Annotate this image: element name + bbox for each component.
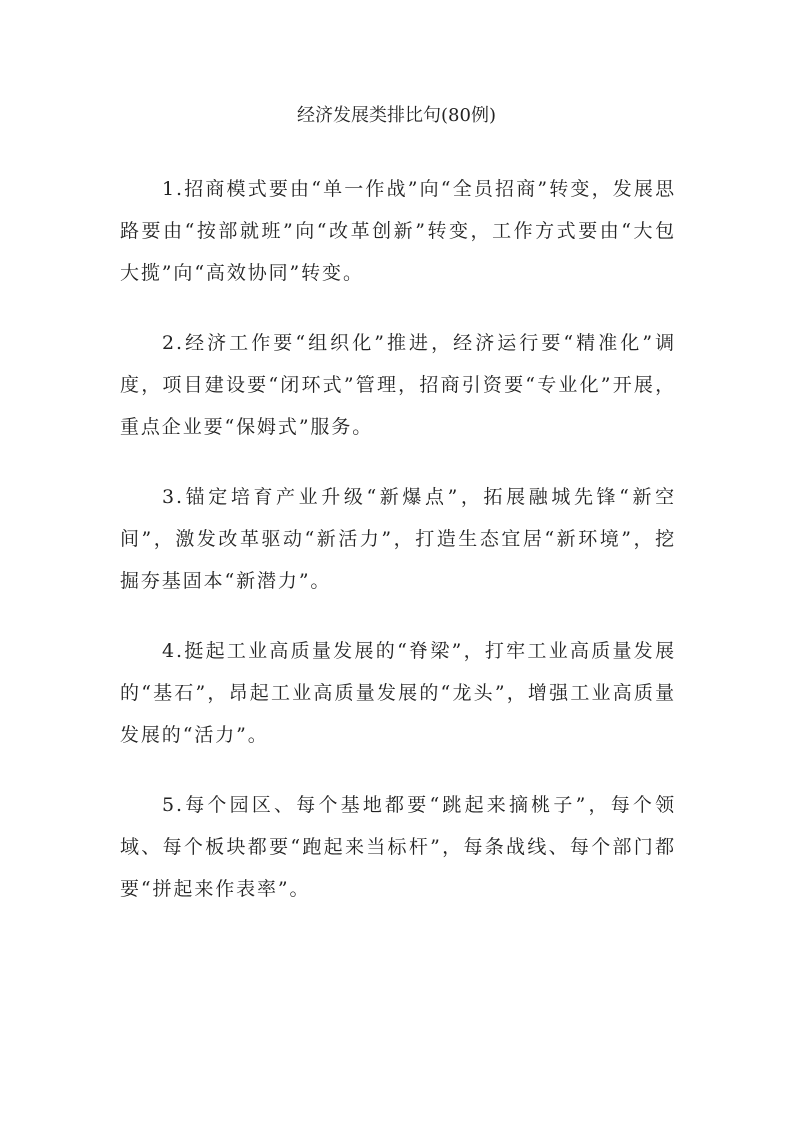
paragraph-1: 1.招商模式要由“单一作战”向“全员招商”转变，发展思路要由“按部就班”向“改革创新”转变，工作方式要由“大包大揽”向“高效协同”转变。 — [120, 178, 676, 284]
document-title: 经济发展类排比句(80例) — [297, 105, 496, 126]
paragraph-2: 2.经济工作要“组织化”推进，经济运行要“精准化”调度，项目建设要“闭环式”管理，招商引资要“专业化”开展，重点企业要“保姆式”服务。 — [120, 332, 676, 438]
paragraph-4: 4.挺起工业高质量发展的“脊梁”，打牢工业高质量发展的“基石”，昂起工业高质量发展的“龙头”，增强工业高质量发展的“活力”。 — [120, 640, 676, 746]
paragraph-5: 5.每个园区、每个基地都要“跳起来摘桃子”，每个领域、每个板块都要“跑起来当标杆”，每条战线、每个部门都要“拼起来作表率”。 — [120, 794, 676, 900]
paragraph-3: 3.锚定培育产业升级“新爆点”，拓展融城先锋“新空间”，激发改革驱动“新活力”，打造生态宜居“新环境”，挖掘夯基固本“新潜力”。 — [120, 486, 676, 592]
